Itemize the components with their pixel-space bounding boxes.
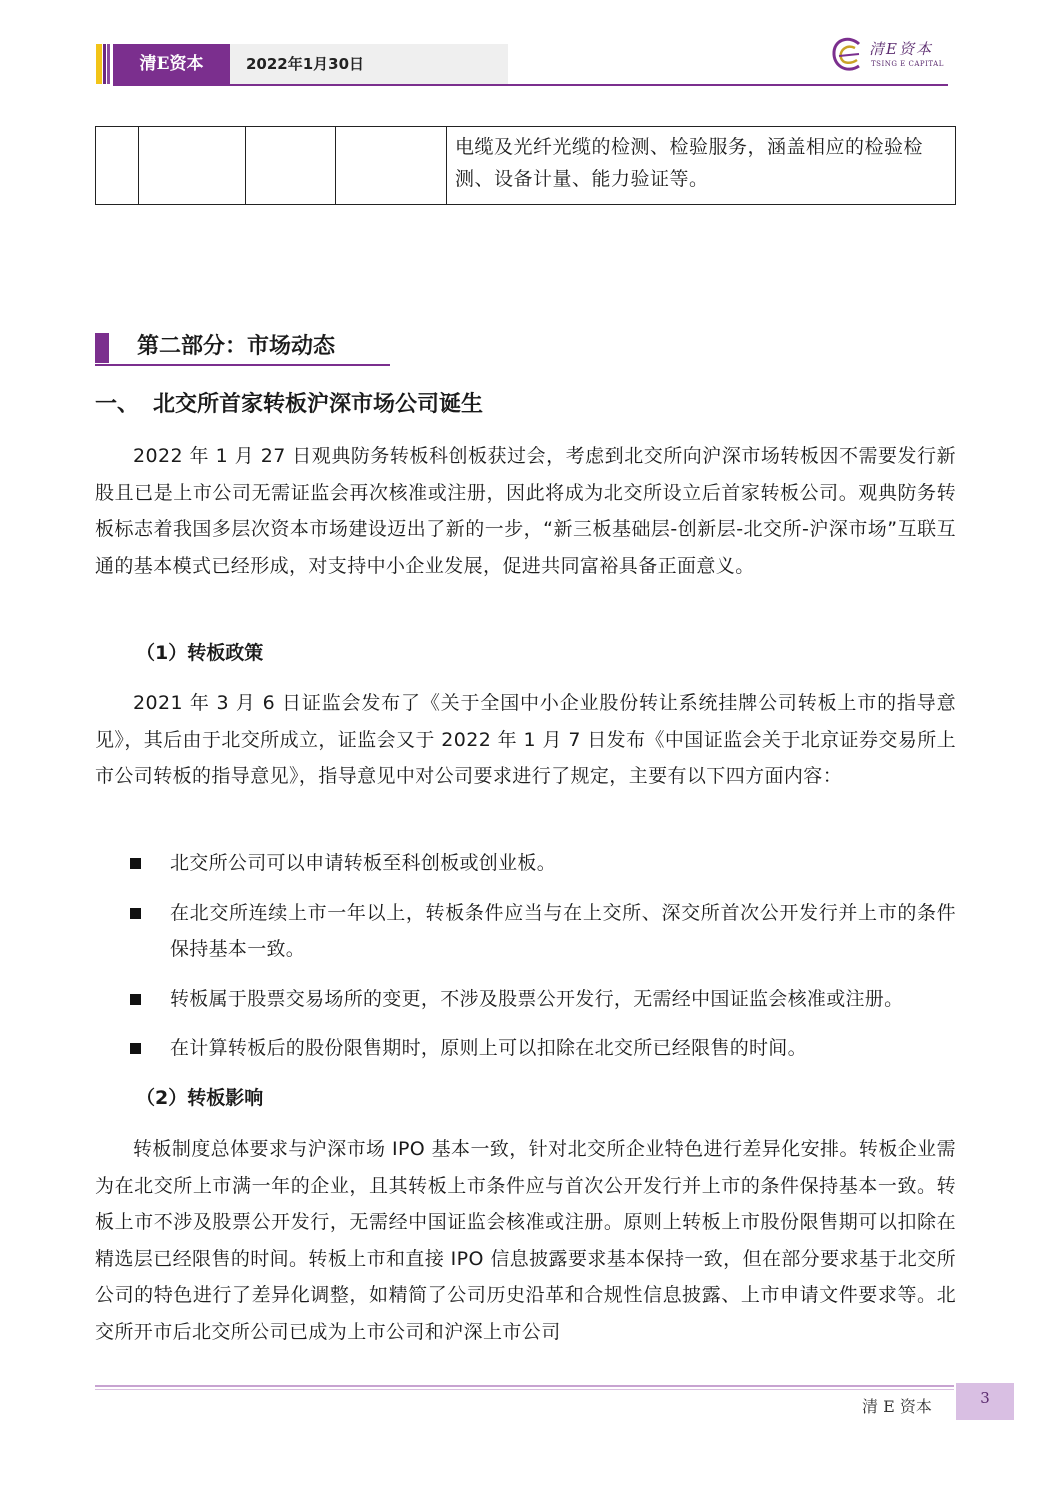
bullet-item [130,895,956,967]
paragraph: 2021 年 3 月 6 日证监会发布了《关于全国中小企业股份转让系统挂牌公司转板上市的指导意见》，其后由于北交所成立，证监会又于 2022 年 1 月 7 日发布《中国证监会关于北京证券交易所上市公司转板的指导意见》，指导意见中对公司要求进行了规定，主要有以下四方面内容： [95,692,956,787]
header-accent-purple-light [107,44,110,84]
header-accent-yellow [96,44,102,84]
header-underline [113,84,948,86]
bullet-square-icon [130,1043,141,1054]
table-cell [139,127,246,205]
table-cell [246,127,336,205]
page-number: 3 [956,1383,1014,1420]
subheading: （1）转板政策 [136,642,264,664]
table-row [96,127,956,205]
bullet-text: 在北交所连续上市一年以上，转板条件应当与在上交所、深交所首次公开发行并上市的条件保持基本一致。 [170,902,956,960]
bullet-item [130,1030,956,1066]
bullet-text: 转板属于股票交易场所的变更，不涉及股票公开发行，无需经中国证监会核准或注册。 [170,988,904,1010]
header-brand: 清E资本 [113,44,230,84]
logo-swirl-icon [829,34,869,78]
bullet-item [130,981,956,1017]
section-marker [95,333,109,363]
continued-table [95,126,956,205]
bullet-text: 北交所公司可以申请转板至科创板或创业板。 [170,852,557,874]
bullet-square-icon [130,994,141,1005]
footer-line-thin [95,1389,954,1390]
heading-number: 一、 [95,392,140,417]
company-logo [829,34,954,78]
table-cell [336,127,447,205]
logo-english-text: TSING E CAPITAL [871,60,944,68]
table-cell [96,127,139,205]
logo-chinese-text: 清E资本 [869,40,933,58]
header-date: 2022年1月30日 [230,44,508,84]
header-accent-purple [103,44,106,84]
bullet-square-icon [130,908,141,919]
bullet-square-icon [130,858,141,869]
table-cell: 电缆及光纤光缆的检测、检验服务，涵盖相应的检验检测、设备计量、能力验证等。 [447,127,956,205]
section-underline [95,364,390,366]
heading-level1 [95,389,483,421]
section-title: 第二部分：市场动态 [137,334,336,359]
page-header [96,44,948,84]
bullet-text: 在计算转板后的股份限售期时，原则上可以扣除在北交所已经限售的时间。 [170,1037,807,1059]
paragraph: 2022 年 1 月 27 日观典防务转板科创板获过会，考虑到北交所向沪深市场转板因不需要发行新股且已是上市公司无需证监会再次核准或注册，因此将成为北交所设立后首家转板公司。观典防务转板标志着我国多层次资本市场建设迈出了新的一步，“新三板基础层-创新层-北交所-沪深市场”互联互通的基本模式已经形成，对支持中小企业发展，促进共同富裕具备正面意义。 [95,445,956,577]
bullet-item [130,845,956,881]
footer-line [95,1385,954,1387]
subheading: （2）转板影响 [136,1087,264,1109]
heading-text: 北交所首家转板沪深市场公司诞生 [153,392,484,417]
footer-brand: 清 E 资本 [862,1397,932,1416]
paragraph: 转板制度总体要求与沪深市场 IPO 基本一致，针对北交所企业特色进行差异化安排。转板企业需为在北交所上市满一年的企业，且其转板上市条件应与首次公开发行并上市的条件保持基本一致。转板上市不涉及股票公开发行，无需经中国证监会核准或注册。原则上转板上市股份限售期可以扣除在精选层已经限售的时间。转板上市和直接 IPO 信息披露要求基本保持一致，但在部分要求基于北交所公司的特色进行了差异化调整，如精简了公司历史沿革和合规性信息披露、上市申请文件要求等。北交所开市后北交所公司已成为上市公司和沪深上市公司 [95,1138,956,1343]
